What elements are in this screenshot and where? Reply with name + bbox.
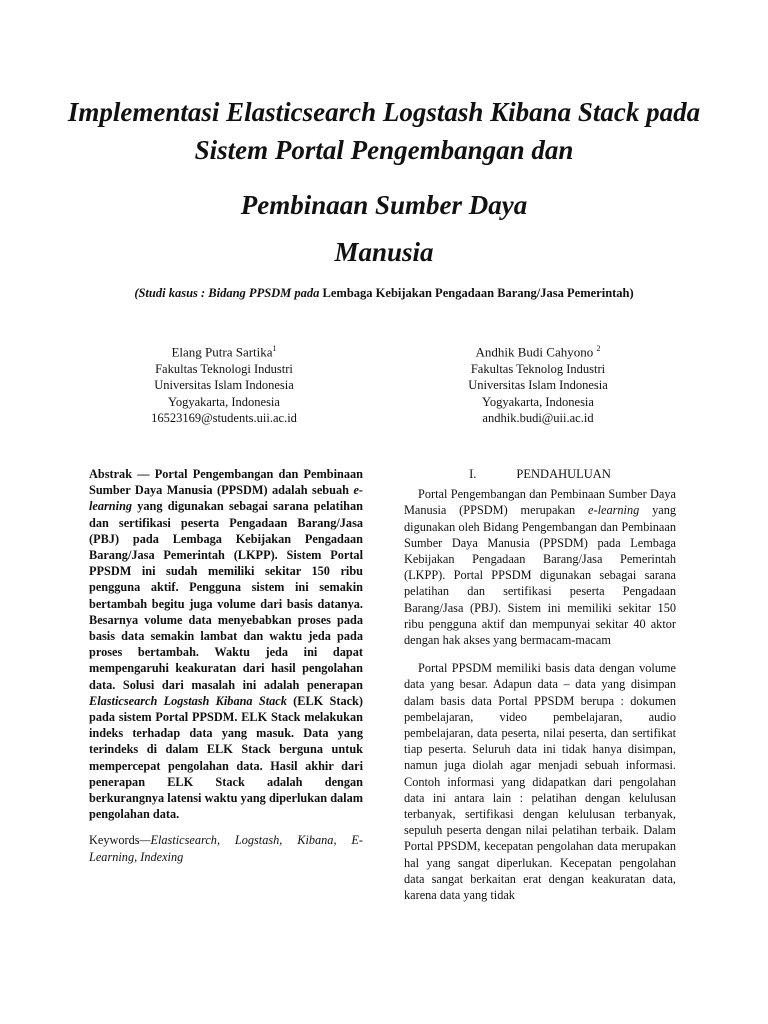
author-university: Universitas Islam Indonesia bbox=[468, 378, 608, 393]
paper-title-line1: Implementasi Elasticsearch Logstash Kibana Stack pada Sistem Portal Pengembangan dan bbox=[67, 97, 701, 165]
abstract: Abstrak — Portal Pengembangan dan Pembinaan Sumber Daya Manusia (PPSDM) adalah sebuah e-learning yang digunakan sebagai sarana pelatihan dan sertifikasi peserta Pengadaan Barang/Jasa (PBJ) pada Lembaga Kebijakan Pengadaan Barang/Jasa Pemerintah (LKPP). Sistem Portal PPSDM ini sudah memiliki sekitar 150 ribu pengguna aktif. Pengguna sistem ini semakin bertambah begitu juga volume dari basis datanya. Besarnya volume data menyebabkan proses pada basis data semakin lambat dan waktu jeda pada proses bertambah. Waktu jeda ini dapat mempengaruhi keakuratan dari hasil pengolahan data. Solusi dari masalah ini adalah penerapan Elasticsearch Logstash Kibana Stack (ELK Stack) pada sistem Portal PPSDM. ELK Stack melakukan indeks terhadap data yang masuk. Data yang terindeks di dalam ELK Stack berguna untuk mempercepat pengolahan data. Hasil akhir dari penerapan ELK Stack adalah dengan berkurangnya latensi waktu yang diperlukan dalam pengolahan data. bbox=[89, 467, 363, 822]
section-title: PENDAHULUAN bbox=[516, 467, 611, 481]
author-name: Andhik Budi Cahyono $^2$ bbox=[475, 344, 601, 360]
section-heading bbox=[404, 466, 676, 482]
subtitle-rest: Lembaga Kebijakan Pengadaan Barang/Jasa Pemerintah) bbox=[319, 286, 634, 300]
author-block-2 bbox=[388, 341, 688, 427]
subtitle-italic: (Studi kasus : Bidang PPSDM pada bbox=[134, 286, 320, 300]
left-column bbox=[89, 466, 363, 865]
keywords bbox=[89, 832, 363, 864]
author-email: 16523169@students.uii.ac.id bbox=[151, 411, 297, 426]
intro-paragraph-1: Portal Pengembangan dan Pembinaan Sumber Daya Manusia (PPSDM) merupakan e-learning yang digunakan oleh Bidang Pengembangan dan Pembinaan Sumber Daya Manusia (PPSDM) pada Lembaga Kebijakan Pengadaan Barang/Jasa Pemerintah (LKPP). Portal PPSDM digunakan sebagai sarana pelatihan dan sertifikasi peserta Pengadaan Barang/Jasa (PBJ). Sistem ini memiliki sekitar 150 ribu pengguna aktif dan mempunyai sekitar 40 aktor dengan hak akses yang bermacam-macam bbox=[404, 487, 676, 648]
author-name: Elang Putra Sartika$^1$ bbox=[171, 344, 277, 360]
section-number: I. bbox=[469, 467, 477, 481]
paper-title-line3: Manusia bbox=[334, 237, 434, 267]
author-department: Fakultas Teknologi Industri bbox=[155, 361, 293, 376]
intro-paragraph-2: Portal PPSDM memiliki basis data dengan volume data yang besar. Adapun data – data yang disimpan dalam basis data Portal PPSDM berupa : dokumen pembelajaran, video pembelajaran, audio pembelajaran, data peserta, nilai peserta, dan sertifikat tiap peserta. Seluruh data ini tidak hanya disimpan, namun juga diolah agar menjadi sebuah informasi. Contoh informasi yang didapatkan dari pengolahan data ini antara lain : pelatihan dengan kelulusan terbanyak, sertifikasi dengan kelulusan terbanyak, sepuluh peserta dengan nilai pelatihan terbaik. Dalam Portal PPSDM, kecepatan pengolahan data merupakan hal yang sangat diperlukan. Kecepatan pengolahan data sangat berkaitan erat dengan keakuratan data, karena data yang tidak bbox=[404, 661, 676, 903]
author-department: Fakultas Teknolog Industri bbox=[470, 361, 606, 376]
author-university: Universitas Islam Indonesia bbox=[154, 378, 294, 393]
right-column bbox=[404, 466, 676, 915]
keywords-text: —Elasticsearch, Logstash, Kibana, E-Learning, Indexing bbox=[89, 833, 363, 864]
keywords-label: Keywords bbox=[89, 833, 140, 848]
author-block-1 bbox=[74, 341, 374, 427]
author-affiliation-mark: 1 bbox=[272, 344, 277, 353]
paper-title-line2: Pembinaan Sumber Daya bbox=[240, 190, 528, 220]
paper-subtitle bbox=[40, 285, 728, 301]
author-city: Yogyakarta, Indonesia bbox=[482, 394, 594, 409]
author-city: Yogyakarta, Indonesia bbox=[168, 394, 280, 409]
author-email: andhik.budi@uii.ac.id bbox=[482, 411, 594, 426]
author-affiliation-mark: 2 bbox=[596, 344, 601, 353]
